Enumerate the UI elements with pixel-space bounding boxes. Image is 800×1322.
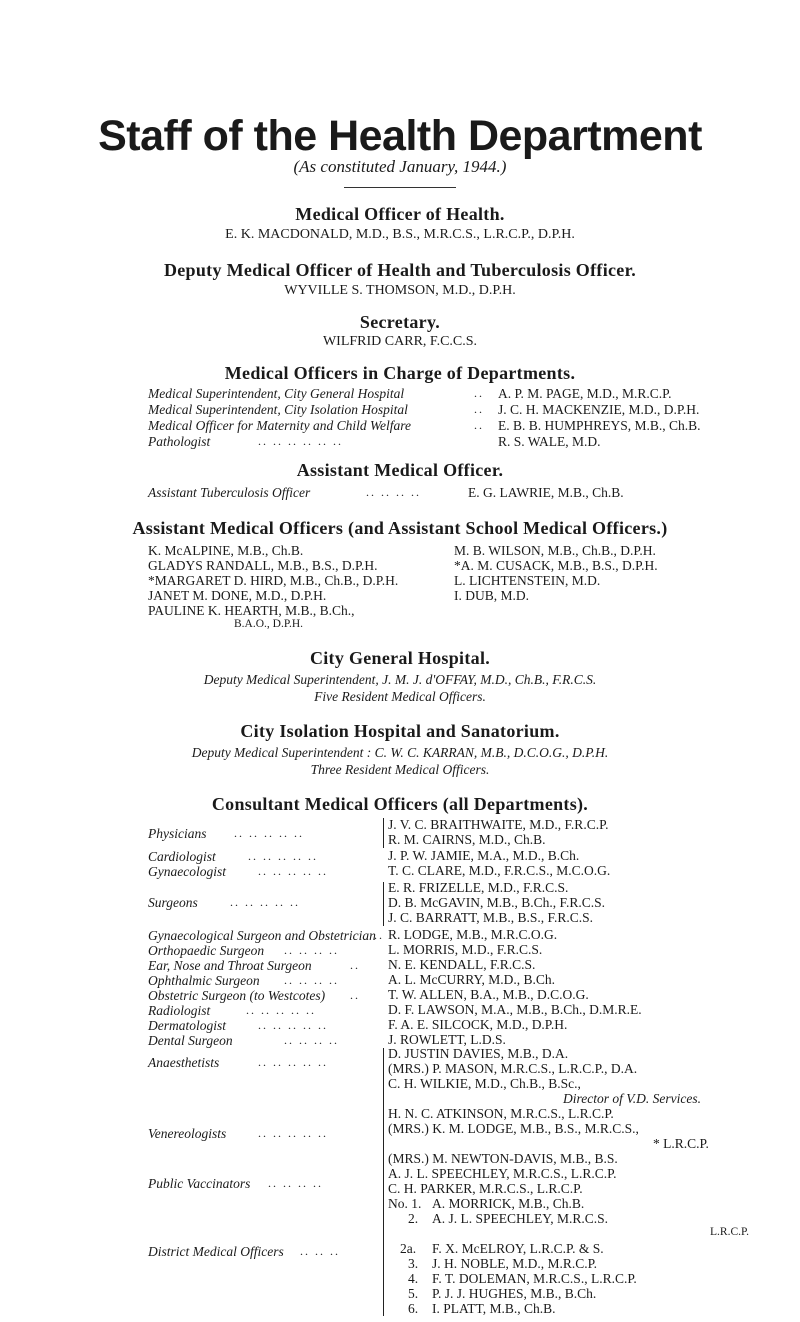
assistant-right: M. B. WILSON, M.B., Ch.B., D.P.H.: [454, 543, 656, 558]
assistants-heading: Assistant Medical Officers (and Assistant School Medical Officers.): [132, 518, 668, 538]
consultant-label: Ophthalmic Surgeon: [148, 973, 260, 988]
leader-dots: .. .. .. .. ..: [248, 849, 318, 863]
leader-dots: .. .. .. .. ..: [230, 895, 300, 909]
leader-dots: .. .. .. ..: [366, 485, 421, 499]
title-divider: [344, 187, 456, 188]
consultant-name: D. JUSTIN DAVIES, M.B., D.A.: [388, 1046, 569, 1061]
leader-dots: .. .. .. .. ..: [234, 826, 304, 840]
assistant-left: PAULINE K. HEARTH, M.B., B.Ch.,: [148, 603, 355, 618]
district-name: J. H. NOBLE, M.D., M.R.C.P.: [432, 1256, 598, 1271]
consultant-label: District Medical Officers: [148, 1244, 284, 1259]
consultant-label: Dental Surgeon: [148, 1033, 233, 1048]
leader-dots: .. .. .. .. ..: [258, 864, 328, 878]
leader-dots: ..: [474, 418, 484, 432]
consultant-name: R. LODGE, M.B., M.R.C.O.G.: [388, 927, 558, 942]
assistant-right: I. DUB, M.D.: [454, 588, 530, 603]
secretary-name: WILFRID CARR, F.C.C.S.: [322, 334, 478, 349]
dept-name: J. C. H. MACKENZIE, M.D., D.P.H.: [498, 402, 700, 417]
district-no: 5.: [408, 1286, 419, 1301]
moh-heading: Medical Officer of Health.: [295, 204, 505, 224]
leader-dots: ..: [350, 988, 360, 1002]
consultant-name: C. H. PARKER, M.R.C.S., L.R.C.P.: [388, 1181, 583, 1196]
consultant-name: N. E. KENDALL, F.R.C.S.: [388, 957, 536, 972]
leader-dots: .. .. .. .. ..: [258, 1018, 328, 1032]
consultant-label: Obstetric Surgeon (to Westcotes): [148, 988, 326, 1003]
district-no: No. 1.: [388, 1196, 422, 1211]
consultant-label: Public Vaccinators: [148, 1176, 251, 1191]
assistant-mo-role: Assistant Tuberculosis Officer: [148, 485, 311, 500]
leader-dots: .. .. ..: [300, 1244, 340, 1258]
consultant-name: E. R. FRIZELLE, M.D., F.R.C.S.: [388, 880, 569, 895]
leader-dots: .. .. .. .. .. ..: [258, 434, 343, 448]
consultant-label: Surgeons: [148, 895, 198, 910]
consultant-label: Orthopaedic Surgeon: [148, 943, 265, 958]
dept-name: R. S. WALE, M.D.: [498, 434, 601, 449]
consultant-label: Radiologist: [148, 1003, 211, 1018]
bracket: [383, 1048, 384, 1078]
assistant-left: K. McALPINE, M.B., Ch.B.: [148, 543, 304, 558]
consultant-name: L. MORRIS, M.D., F.R.C.S.: [388, 942, 543, 957]
consultant-label: Ear, Nose and Throat Surgeon: [148, 958, 312, 973]
leader-dots: .. .. .. .. ..: [258, 1126, 328, 1140]
general-hospital-heading: City General Hospital.: [309, 648, 491, 668]
district-name: I. PLATT, M.B., Ch.B.: [432, 1301, 556, 1316]
isolation-hospital-heading: City Isolation Hospital and Sanatorium.: [240, 721, 560, 741]
isolation-hospital-line: Deputy Medical Superintendent : C. W. C. KARRAN, M.B., D.C.O.G., D.P.H.: [191, 745, 609, 760]
consultant-name: R. M. CAIRNS, M.D., Ch.B.: [388, 832, 546, 847]
moh-name: E. K. MACDONALD, M.D., B.S., M.R.C.S., L.R.C.P., D.P.H.: [225, 227, 575, 242]
consultant-name: (MRS.) M. NEWTON-DAVIS, M.B., B.S.: [388, 1151, 618, 1166]
consultant-label: Venereologists: [148, 1126, 227, 1141]
dept-role: Medical Officer for Maternity and Child Welfare: [148, 418, 411, 433]
consultant-name: H. N. C. ATKINSON, M.R.C.S., L.R.C.P.: [388, 1106, 614, 1121]
assistant-left: *MARGARET D. HIRD, M.B., Ch.B., D.P.H.: [148, 573, 399, 588]
district-name: A. MORRICK, M.B., Ch.B.: [432, 1196, 585, 1211]
district-no: 4.: [408, 1271, 419, 1286]
page-subtitle: (As constituted January, 1944.): [293, 157, 507, 176]
district-name: P. J. J. HUGHES, M.B., B.Ch.: [432, 1286, 597, 1301]
consultant-name: A. J. L. SPEECHLEY, M.R.C.S., L.R.C.P.: [388, 1166, 617, 1181]
consultant-name: C. H. WILKIE, M.D., Ch.B., B.Sc.,: [388, 1076, 581, 1091]
consultant-name: J. P. W. JAMIE, M.A., M.D., B.Ch.: [388, 848, 580, 863]
consultant-label: Gynaecologist: [148, 864, 226, 879]
isolation-hospital-residents: Three Resident Medical Officers.: [310, 762, 490, 777]
district-no: 6.: [408, 1301, 419, 1316]
consultants-heading: Consultant Medical Officers (all Departments).: [211, 794, 589, 814]
general-hospital-line: Deputy Medical Superintendent, J. M. J. d'OFFAY, M.D., Ch.B., F.R.C.S.: [203, 672, 597, 687]
consultant-label: Dermatologist: [148, 1018, 227, 1033]
leader-dots: .. .. .. ..: [284, 1033, 339, 1047]
consultant-name: D. B. McGAVIN, M.B., B.Ch., F.R.C.S.: [388, 895, 605, 910]
consultant-label: Physicians: [148, 826, 207, 841]
leader-dots: .. .. .. ..: [268, 1176, 323, 1190]
bracket: [383, 818, 384, 848]
consultant-name: * L.R.C.P.: [653, 1136, 709, 1151]
district-name: L.R.C.P.: [710, 1226, 749, 1238]
page-title: Staff of the Health Department: [98, 112, 702, 160]
leader-dots: .. .. .. ..: [284, 973, 339, 987]
departments-heading: Medical Officers in Charge of Departments.: [224, 363, 576, 383]
secretary-heading: Secretary.: [359, 312, 441, 332]
consultant-name: T. C. CLARE, M.D., F.R.C.S., M.C.O.G.: [388, 863, 611, 878]
bracket: [383, 1078, 384, 1172]
consultant-name: J. C. BARRATT, M.B., B.S., F.R.C.S.: [388, 910, 593, 925]
consultant-name-note: Director of V.D. Services.: [563, 1091, 701, 1106]
leader-dots: .. .. .. ..: [284, 943, 339, 957]
consultant-label: Gynaecological Surgeon and Obstetrician: [148, 928, 376, 943]
district-no: 2a.: [400, 1241, 417, 1256]
consultant-name: J. ROWLETT, L.D.S.: [388, 1032, 506, 1047]
assistant-right: *A. M. CUSACK, M.B., B.S., D.P.H.: [454, 558, 658, 573]
consultant-name: D. F. LAWSON, M.A., M.B., B.Ch., D.M.R.E.: [388, 1002, 642, 1017]
dept-role: Medical Superintendent, City General Hospital: [148, 386, 405, 401]
general-hospital-residents: Five Resident Medical Officers.: [314, 689, 486, 704]
bracket: [383, 1198, 384, 1316]
dept-role: Medical Superintendent, City Isolation Hospital: [148, 402, 408, 417]
dept-name: E. B. B. HUMPHREYS, M.B., Ch.B.: [498, 418, 701, 433]
assistant-left: B.A.O., D.P.H.: [234, 618, 304, 630]
assistant-mo-heading: Assistant Medical Officer.: [296, 460, 504, 480]
assistant-left: JANET M. DONE, M.D., D.P.H.: [148, 588, 327, 603]
leader-dots: ..: [474, 402, 484, 416]
consultant-label: Cardiologist: [148, 849, 216, 864]
assistant-mo-name: E. G. LAWRIE, M.B., Ch.B.: [468, 485, 624, 500]
deputy-heading: Deputy Medical Officer of Health and Tuberculosis Officer.: [163, 260, 637, 280]
dept-role: Pathologist: [148, 434, 211, 449]
district-name: F. T. DOLEMAN, M.R.C.S., L.R.C.P.: [432, 1271, 637, 1286]
district-no: 2.: [408, 1211, 419, 1226]
bracket: [383, 1168, 384, 1198]
consultant-name: (MRS.) K. M. LODGE, M.B., B.S., M.R.C.S.,: [388, 1121, 639, 1136]
leader-dots: .. .. .. .. ..: [246, 1003, 316, 1017]
leader-dots: ..: [374, 928, 384, 942]
bracket: [383, 882, 384, 926]
leader-dots: .. .. .. .. ..: [258, 1055, 328, 1069]
consultant-name: J. V. C. BRAITHWAITE, M.D., F.R.C.P.: [388, 817, 609, 832]
leader-dots: ..: [474, 386, 484, 400]
dept-name: A. P. M. PAGE, M.D., M.R.C.P.: [498, 386, 672, 401]
consultant-name: T. W. ALLEN, B.A., M.B., D.C.O.G.: [388, 987, 589, 1002]
district-name: A. J. L. SPEECHLEY, M.R.C.S.: [432, 1211, 609, 1226]
deputy-name: WYVILLE S. THOMSON, M.D., D.P.H.: [284, 283, 516, 298]
consultant-label: Anaesthetists: [148, 1055, 220, 1070]
leader-dots: ..: [350, 958, 360, 972]
consultant-name: A. L. McCURRY, M.D., B.Ch.: [388, 972, 556, 987]
consultant-name: F. A. E. SILCOCK, M.D., D.P.H.: [388, 1017, 568, 1032]
assistant-left: GLADYS RANDALL, M.B., B.S., D.P.H.: [148, 558, 378, 573]
district-name: F. X. McELROY, L.R.C.P. & S.: [432, 1241, 604, 1256]
district-no: 3.: [408, 1256, 419, 1271]
consultant-name: (MRS.) P. MASON, M.R.C.S., L.R.C.P., D.A.: [388, 1061, 638, 1076]
assistant-right: L. LICHTENSTEIN, M.D.: [454, 573, 601, 588]
